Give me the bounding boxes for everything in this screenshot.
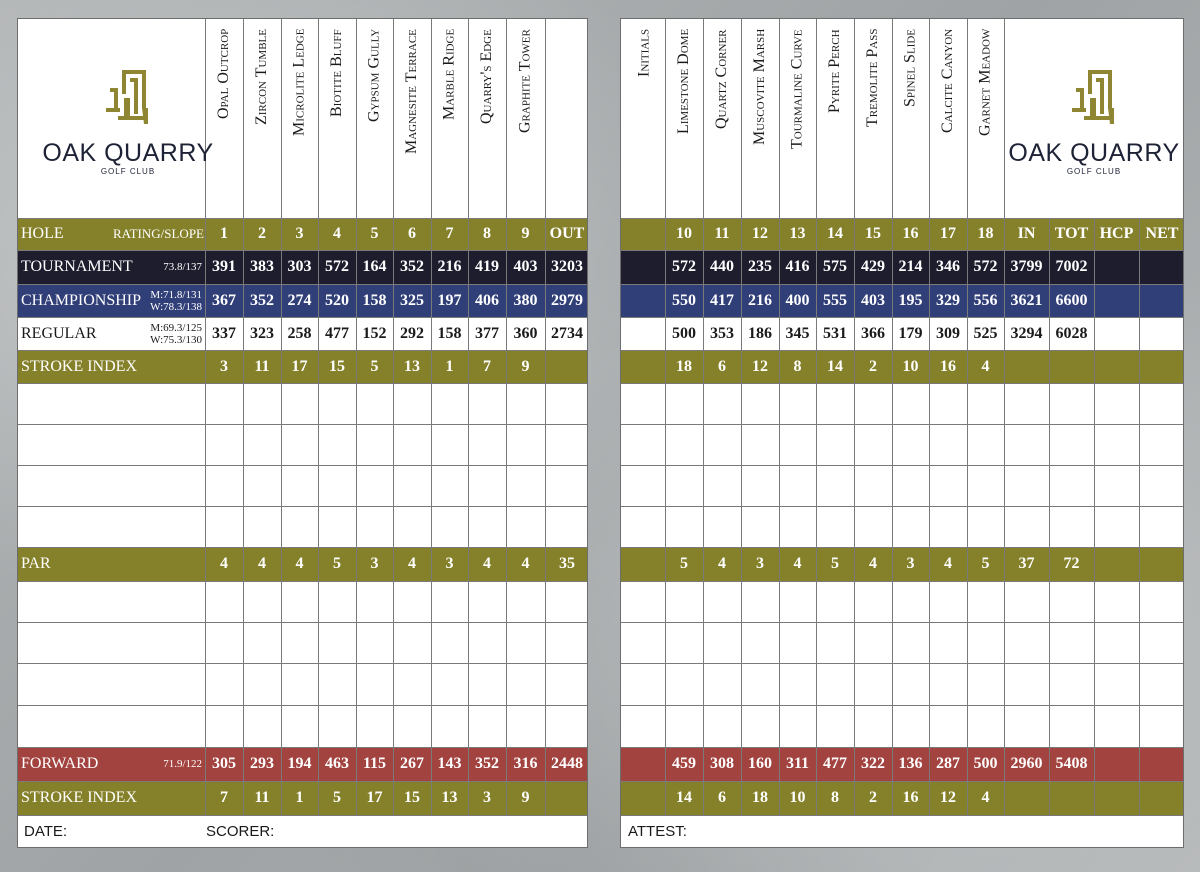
fwd-cell: 500 <box>973 755 998 772</box>
par-cell: 4 <box>408 555 416 572</box>
s1-cell: 14 <box>827 357 843 375</box>
date-field[interactable]: DATE: <box>24 823 68 840</box>
fwd-cell: 308 <box>710 755 734 772</box>
s2-cell <box>545 781 589 815</box>
hole-cell: 17 <box>940 225 956 242</box>
s2-cell: 17 <box>366 789 383 806</box>
hole-name: Tourmaline Curve <box>788 29 806 149</box>
reg-cell: 345 <box>785 324 810 342</box>
s2-cell: 1 <box>295 789 304 806</box>
s1-cell: 18 <box>676 357 692 375</box>
tour-cell: 3203 <box>551 258 583 275</box>
column-divider <box>545 19 546 815</box>
hole-name: Opal Outcrop <box>215 29 232 120</box>
fwd-cell: 459 <box>672 755 696 772</box>
tour-cell: 164 <box>362 258 387 275</box>
hole-cell: 11 <box>714 225 730 242</box>
tour-cell <box>1139 250 1185 284</box>
fwd-cell: 322 <box>861 755 885 772</box>
fwd-cell: 311 <box>785 755 810 772</box>
par-cell: 3 <box>370 555 379 572</box>
s1-cell: 2 <box>869 357 877 375</box>
hole-cell: 8 <box>483 225 491 242</box>
champ-cell <box>1139 284 1185 317</box>
hole-name: Zircon Tumble <box>253 29 270 125</box>
club-subtitle: GOLF CLUB <box>1066 167 1122 176</box>
s2-cell: 9 <box>521 789 530 806</box>
hole-cell: 3 <box>295 225 304 242</box>
quarry-tower-icon <box>1066 64 1122 134</box>
s2-cell: 18 <box>752 789 768 806</box>
reg-cell: 360 <box>513 324 538 342</box>
par-cell: 4 <box>521 555 530 572</box>
champ-cell: 195 <box>898 291 923 309</box>
hole-cell: 1 <box>220 225 228 242</box>
fwd-cell: 2448 <box>551 755 583 772</box>
tour-cell: 572 <box>672 258 696 275</box>
s1-cell: 10 <box>902 357 919 375</box>
reg-cell: 500 <box>672 324 696 342</box>
champ-rating <box>150 284 202 317</box>
champ-cell: 329 <box>936 291 960 309</box>
hole-name: Spinel Slide <box>901 29 919 108</box>
reg-cell: 309 <box>936 324 960 342</box>
scorer-field[interactable]: SCORER: <box>206 823 275 840</box>
s1-cell: 4 <box>981 357 990 375</box>
par-cell: 4 <box>258 555 266 572</box>
s1-cell <box>1139 350 1185 383</box>
hole-cell: HCP <box>1099 225 1134 242</box>
champ-cell: 325 <box>400 291 424 309</box>
s2-label: STROKE INDEX <box>21 789 137 806</box>
par-label: PAR <box>21 555 51 572</box>
champ-cell: 417 <box>710 291 734 309</box>
champ-cell: 403 <box>861 291 885 309</box>
reg-label: REGULAR <box>21 324 97 342</box>
tour-cell: 572 <box>325 258 349 275</box>
par-cell: 4 <box>220 555 228 572</box>
tour-cell: 303 <box>287 258 312 275</box>
reg-cell: 377 <box>475 324 499 342</box>
hole-cell: 10 <box>676 225 692 242</box>
fwd-cell: 115 <box>362 755 387 772</box>
rating-text: 71.9/122 <box>163 758 202 770</box>
hole-cell: 15 <box>865 225 881 242</box>
hole-name: Marble Ridge <box>440 29 458 121</box>
s2-cell <box>1049 781 1094 815</box>
fwd-cell: 2960 <box>1010 755 1043 772</box>
tour-cell: 429 <box>861 258 885 275</box>
hole-name: Microlite Ledge <box>290 29 308 137</box>
champ-cell: 197 <box>437 291 462 309</box>
champ-cell: 352 <box>250 291 274 309</box>
tour-cell: 440 <box>710 258 734 275</box>
par-cell: 5 <box>981 555 990 572</box>
champ-cell: 406 <box>475 291 499 309</box>
tour-cell: 3799 <box>1010 258 1043 275</box>
reg-cell: 158 <box>437 324 462 342</box>
s2-cell <box>1004 781 1049 815</box>
s2-cell: 14 <box>676 789 692 806</box>
reg-cell: 258 <box>287 324 312 342</box>
hole-name: Gypsum Gully <box>365 29 383 123</box>
champ-cell: 550 <box>672 291 696 309</box>
scorecard-front <box>17 18 588 848</box>
fwd-cell: 194 <box>287 755 312 772</box>
row-divider <box>18 815 587 816</box>
tour-cell: 7002 <box>1055 258 1088 275</box>
s1-cell: 11 <box>254 357 270 375</box>
par-cell: 4 <box>944 555 952 572</box>
s1-cell: 12 <box>752 357 768 375</box>
hole-name: Biotite Bluff <box>328 29 345 117</box>
rating-text: M:69.3/125 <box>150 321 202 334</box>
s2-cell: 10 <box>789 789 806 806</box>
s1-cell: 6 <box>718 357 726 375</box>
reg-cell <box>1094 317 1139 350</box>
row-divider <box>621 424 1183 425</box>
hole-cell: 13 <box>789 225 806 242</box>
row-divider <box>621 581 1183 582</box>
s1-cell: 9 <box>521 357 530 375</box>
reg-rating <box>150 317 202 350</box>
hole-name: Tremolite Pass <box>864 29 881 128</box>
reg-cell: 531 <box>823 324 847 342</box>
reg-cell: 2734 <box>551 324 583 342</box>
champ-cell: 556 <box>973 291 998 309</box>
reg-cell: 6028 <box>1055 324 1088 342</box>
hole-name: Quarry's Edge <box>478 29 495 124</box>
hole-cell: TOT <box>1054 225 1089 242</box>
par-cell: 3 <box>445 555 454 572</box>
s2-cell: 7 <box>220 789 228 806</box>
row-divider <box>18 705 587 706</box>
reg-cell: 477 <box>325 324 349 342</box>
rating-text: 73.8/137 <box>163 261 202 273</box>
par-cell: 4 <box>718 555 726 572</box>
tour-rating <box>163 250 202 284</box>
tour-cell: 403 <box>513 258 538 275</box>
fwd-cell: 305 <box>212 755 236 772</box>
champ-cell: 6600 <box>1055 291 1088 309</box>
row-divider <box>18 506 587 507</box>
tour-cell: 235 <box>748 258 772 275</box>
rating-text: W:78.3/138 <box>150 300 202 313</box>
fwd-cell: 477 <box>823 755 847 772</box>
hole-name: Garnet Meadow <box>976 29 994 137</box>
champ-cell <box>1094 284 1139 317</box>
s1-cell: 17 <box>291 357 308 375</box>
par-cell: 37 <box>1018 555 1035 572</box>
row-divider <box>18 622 587 623</box>
hole-cell: 6 <box>408 225 416 242</box>
tour-cell: 391 <box>212 258 236 275</box>
attest-field[interactable]: ATTEST: <box>628 823 687 840</box>
reg-cell: 179 <box>898 324 923 342</box>
fwd-cell: 352 <box>475 755 499 772</box>
champ-cell: 400 <box>785 291 810 309</box>
s1-cell <box>1004 350 1049 383</box>
hole-name: Calcite Canyon <box>939 29 956 134</box>
s1-cell <box>545 350 589 383</box>
club-logo <box>38 64 218 176</box>
row-divider <box>18 581 587 582</box>
s2-cell: 11 <box>254 789 270 806</box>
s2-cell: 8 <box>831 789 839 806</box>
tour-cell: 572 <box>973 258 998 275</box>
par-cell: 3 <box>756 555 764 572</box>
s1-cell <box>1049 350 1094 383</box>
row-divider <box>18 663 587 664</box>
champ-cell: 520 <box>325 291 349 309</box>
fwd-cell: 160 <box>748 755 772 772</box>
hole-cell: OUT <box>549 225 585 242</box>
s2-cell <box>1139 781 1185 815</box>
tour-label: TOURNAMENT <box>21 258 133 275</box>
hole-name: Magnesite Terrace <box>403 29 420 154</box>
fwd-cell: 463 <box>325 755 349 772</box>
hole-cell: 2 <box>258 225 266 242</box>
fwd-cell: 293 <box>250 755 274 772</box>
hole-name: Quartz Corner <box>713 29 730 129</box>
s2-cell: 13 <box>441 789 458 806</box>
hole-name: Pyrite Perch <box>826 29 843 113</box>
fwd-cell: 287 <box>936 755 960 772</box>
champ-cell: 555 <box>823 291 847 309</box>
s1-cell: 7 <box>483 357 491 375</box>
s2-cell: 2 <box>869 789 877 806</box>
reg-cell: 292 <box>400 324 424 342</box>
tour-cell: 419 <box>475 258 499 275</box>
s2-cell: 3 <box>483 789 491 806</box>
s2-cell: 15 <box>404 789 420 806</box>
tour-cell: 383 <box>250 258 274 275</box>
row-divider <box>621 465 1183 466</box>
s1-cell <box>1094 350 1139 383</box>
hole-cell: 14 <box>827 225 843 242</box>
par-cell: 4 <box>793 555 802 572</box>
s1-cell: 1 <box>445 357 454 375</box>
tour-cell: 216 <box>437 258 462 275</box>
fwd-cell: 267 <box>400 755 424 772</box>
s2-cell: 16 <box>902 789 919 806</box>
par-cell: 4 <box>483 555 491 572</box>
champ-cell: 216 <box>748 291 772 309</box>
par-cell <box>1094 547 1139 581</box>
fwd-cell: 316 <box>513 755 538 772</box>
s2-cell: 6 <box>718 789 726 806</box>
par-cell: 5 <box>831 555 839 572</box>
row-divider <box>621 383 1183 384</box>
hole-cell: 7 <box>445 225 454 242</box>
hole-cell: 5 <box>370 225 379 242</box>
par-cell: 72 <box>1063 555 1080 572</box>
reg-cell: 186 <box>748 324 772 342</box>
row-divider <box>621 622 1183 623</box>
hole-cell: IN <box>1017 225 1036 242</box>
s2-cell: 4 <box>981 789 990 806</box>
par-cell: 5 <box>333 555 341 572</box>
champ-cell: 3621 <box>1010 291 1043 309</box>
champ-cell: 274 <box>287 291 312 309</box>
s1-cell: 15 <box>329 357 345 375</box>
row-divider <box>621 815 1183 816</box>
reg-cell: 337 <box>212 324 236 342</box>
champ-cell: 367 <box>212 291 236 309</box>
tour-cell: 416 <box>785 258 810 275</box>
tour-cell: 346 <box>936 258 960 275</box>
s2-cell: 5 <box>333 789 341 806</box>
rating-text: M:71.8/131 <box>150 288 202 301</box>
champ-cell: 2979 <box>551 291 583 309</box>
fwd-cell <box>1139 747 1185 781</box>
hole-cell: 18 <box>977 225 994 242</box>
hole-cell: NET <box>1145 225 1179 242</box>
reg-cell: 353 <box>710 324 734 342</box>
hole-cell: 9 <box>521 225 530 242</box>
hole-name: Initials <box>635 29 653 78</box>
s1-cell: 3 <box>220 357 228 375</box>
s1-cell: 8 <box>793 357 802 375</box>
quarry-tower-icon <box>100 64 156 134</box>
fwd-cell: 136 <box>898 755 923 772</box>
hole-name: Graphite Tower <box>516 29 534 133</box>
scorecard-back <box>620 18 1184 848</box>
s2-cell: 12 <box>940 789 956 806</box>
reg-cell: 323 <box>250 324 274 342</box>
rating-text: W:75.3/130 <box>150 333 202 346</box>
champ-cell: 380 <box>513 291 538 309</box>
s1-cell: 13 <box>404 357 420 375</box>
reg-cell: 366 <box>861 324 885 342</box>
s1-label: STROKE INDEX <box>21 357 137 375</box>
par-cell: 4 <box>869 555 877 572</box>
hole-label: HOLE <box>21 225 64 242</box>
tour-cell: 352 <box>400 258 424 275</box>
row-divider <box>621 705 1183 706</box>
hole-name: Muscovite Marsh <box>751 29 768 146</box>
reg-cell: 3294 <box>1010 324 1043 342</box>
hole-cell: 16 <box>902 225 919 242</box>
tour-cell: 575 <box>823 258 847 275</box>
club-name: OAK QUARRY <box>42 139 214 167</box>
row-divider <box>621 663 1183 664</box>
tour-cell: 214 <box>898 258 923 275</box>
par-cell: 3 <box>906 555 915 572</box>
tour-cell <box>1094 250 1139 284</box>
fwd-cell: 143 <box>437 755 462 772</box>
club-logo <box>1004 64 1184 176</box>
s2-cell <box>1094 781 1139 815</box>
hole-cell: 4 <box>333 225 341 242</box>
row-divider <box>18 424 587 425</box>
reg-cell: 152 <box>362 324 387 342</box>
par-cell: 5 <box>680 555 688 572</box>
rating-slope-label: RATING/SLOPE <box>112 226 204 241</box>
champ-cell: 158 <box>362 291 387 309</box>
club-subtitle: GOLF CLUB <box>100 167 156 176</box>
par-cell <box>1139 547 1185 581</box>
reg-cell: 525 <box>973 324 998 342</box>
row-divider <box>621 506 1183 507</box>
s1-cell: 16 <box>940 357 956 375</box>
par-cell: 35 <box>559 555 575 572</box>
row-divider <box>18 465 587 466</box>
hole-cell: 12 <box>752 225 768 242</box>
s1-cell: 5 <box>370 357 379 375</box>
fwd-label: FORWARD <box>21 755 99 772</box>
fwd-cell <box>1094 747 1139 781</box>
par-cell: 4 <box>295 555 304 572</box>
champ-label: CHAMPIONSHIP <box>21 291 142 309</box>
fwd-rating <box>163 747 202 781</box>
club-name: OAK QUARRY <box>1008 139 1180 167</box>
hole-name: Limestone Dome <box>675 29 692 135</box>
fwd-cell: 5408 <box>1055 755 1088 772</box>
reg-cell <box>1139 317 1185 350</box>
row-divider <box>18 383 587 384</box>
